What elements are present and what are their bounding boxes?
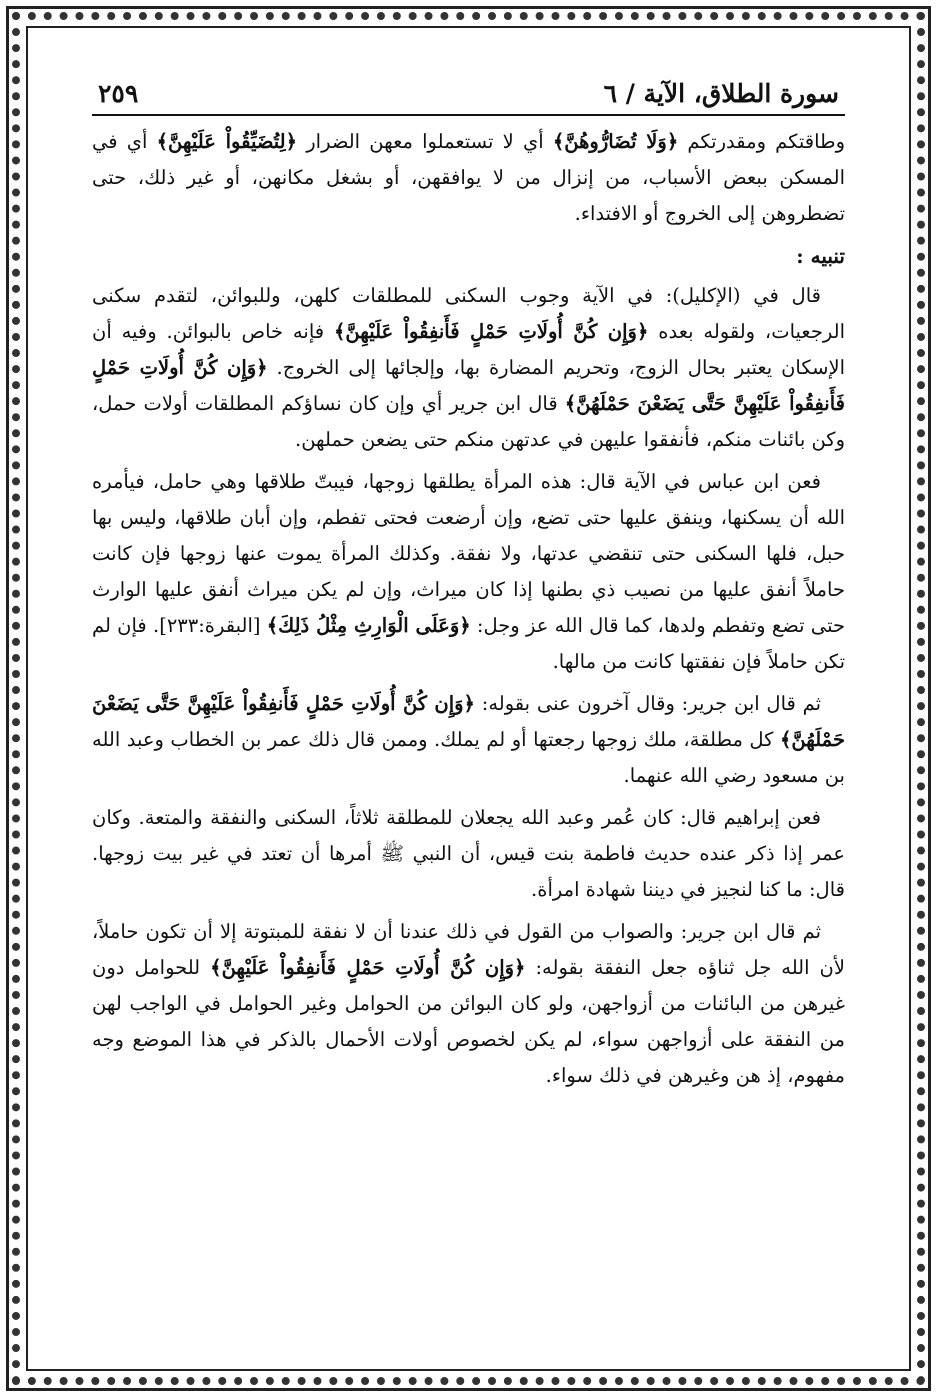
section-heading: تنبيه : <box>796 244 845 268</box>
quran-verse: ﴿وَلَا تُضَارُّوهُنَّ﴾ <box>552 130 679 153</box>
paragraph-1 <box>92 124 845 232</box>
paragraph-3 <box>92 464 845 680</box>
paragraph-5 <box>92 800 845 908</box>
text-run: أي لا تستعملوا معهن الضرار <box>297 130 553 153</box>
header-title: سورة الطلاق، الآية / ٦ <box>603 79 839 108</box>
paragraph-4 <box>92 686 845 794</box>
text-run: للحوامل دون غيرهن من البائنات من أزواجهن، ولو كان البوائن من الحوامل وغير الحوامل في الواجب لهن من النفقة على أزواجهن سواء، لم يكن لخصوص أولات الأحمال بالذكر في هذا الموضع وجه مفهوم، إذ هن وغيرهن في ذلك سواء. <box>92 956 845 1087</box>
paragraph-2 <box>92 278 845 458</box>
page-number: ٢٥٩ <box>98 79 139 108</box>
text-run: فعن ابن عباس في الآية قال: هذه المرأة يطلقها زوجها، فيبتّ طلاقها وهي حامل، فيأمره الله أن يسكنها، وينفق عليها حتى تضع، وإن أرضعت فحتى تفطم، وإن أبان طلاقها، وليس بها حبل، فلها السكنى حتى تنقضي عدتها، ولا نفقة. وكذلك المرأة يموت عنها زوجها فإن كانت حاملاً أنفق عليها من نصيب ذي بطنها إذا كان ميراث، وإن لم يكن ميراث أنفق عليها الوارث حتى تضع وتفطم ولدها، كما قال الله عز وجل: <box>92 470 846 637</box>
text-run: قال ابن جرير أي وإن كان نساؤكم المطلقات أولات حمل، وكن بائنات منكم، فأنفقوا عليهن في عدتهن منكم حتى يضعن حملهن. <box>92 392 845 451</box>
quran-verse: ﴿وَإِن كُنَّ أُولَاتِ حَمْلٍ فَأَنفِقُواْ عَلَيْهِنَّ﴾ <box>333 320 649 343</box>
text-run: قال في (الإكليل): في الآية وجوب السكنى للمطلقات كلهن، وللبوائن، لتقدم سكنى الرجعيات، ولقوله بعده <box>92 284 845 343</box>
text-run: فعن إبراهيم قال: كان عُمر وعبد الله يجعلان للمطلقة ثلاثاً، السكنى والنفقة والمتعة. وكان عمر إذا ذكر عنده حديث فاطمة بنت قيس، أن النبي ﷺ أمرها أن تعتد في غير بيت زوجها. قال: ما كنا لنجيز في ديننا شهادة امرأة. <box>92 806 845 901</box>
quran-verse: ﴿لِتُضَيِّقُواْ عَلَيْهِنَّ﴾ <box>156 130 298 153</box>
running-header <box>92 72 845 116</box>
quran-verse: ﴿وَإِن كُنَّ أُولَاتِ حَمْلٍ فَأَنفِقُواْ عَلَيْهِنَّ﴾ <box>210 956 526 979</box>
body-text <box>92 124 845 1094</box>
text-run: وطاقتكم ومقدرتكم <box>678 130 845 153</box>
text-run: كل مطلقة، ملك زوجها رجعتها أو لم يملك. وممن قال ذلك عمر بن الخطاب وعبد الله بن مسعود رضي الله عنهما. <box>92 728 845 787</box>
page-content <box>92 72 845 1337</box>
text-run: فإنه خاص بالبوائن. وفيه أن الإسكان يعتبر بحال الزوج، وتحريم المضارة بها، وإلجائها إلى الخروج. <box>92 320 846 379</box>
quran-verse: ﴿وَإِن كُنَّ أُولَاتِ حَمْلٍ فَأَنفِقُواْ عَلَيْهِنَّ حَتَّى يَضَعْنَ حَمْلَهُنَّ﴾ <box>92 692 845 751</box>
quran-verse: ﴿وَعَلَى الْوَارِثِ مِثْلُ ذَلِكَ﴾ <box>266 614 471 637</box>
text-run: [البقرة:٢٣٣]. فإن لم تكن حاملاً فإن نفقتها كانت من مالها. <box>92 614 845 673</box>
text-run: أي في المسكن ببعض الأسباب، من إنزال من لا يوافقهن، أو بشغل مكانهن، أو غير ذلك، حتى تضطروهن إلى الخروج أو الافتداء. <box>92 130 845 225</box>
paragraph-6 <box>92 914 845 1094</box>
text-run: ثم قال ابن جرير: والصواب من القول في ذلك عندنا أن لا نفقة للمبتوتة إلا أن تكون حاملاً، لأن الله جل ثناؤه جعل النفقة بقوله: <box>92 920 845 979</box>
quran-verse: ﴿وَإِن كُنَّ أُولَاتِ حَمْلٍ فَأَنفِقُواْ عَلَيْهِنَّ حَتَّى يَضَعْنَ حَمْلَهُنَّ﴾ <box>92 356 845 415</box>
text-run: ثم قال ابن جرير: وقال آخرون عنى بقوله: <box>475 692 822 715</box>
